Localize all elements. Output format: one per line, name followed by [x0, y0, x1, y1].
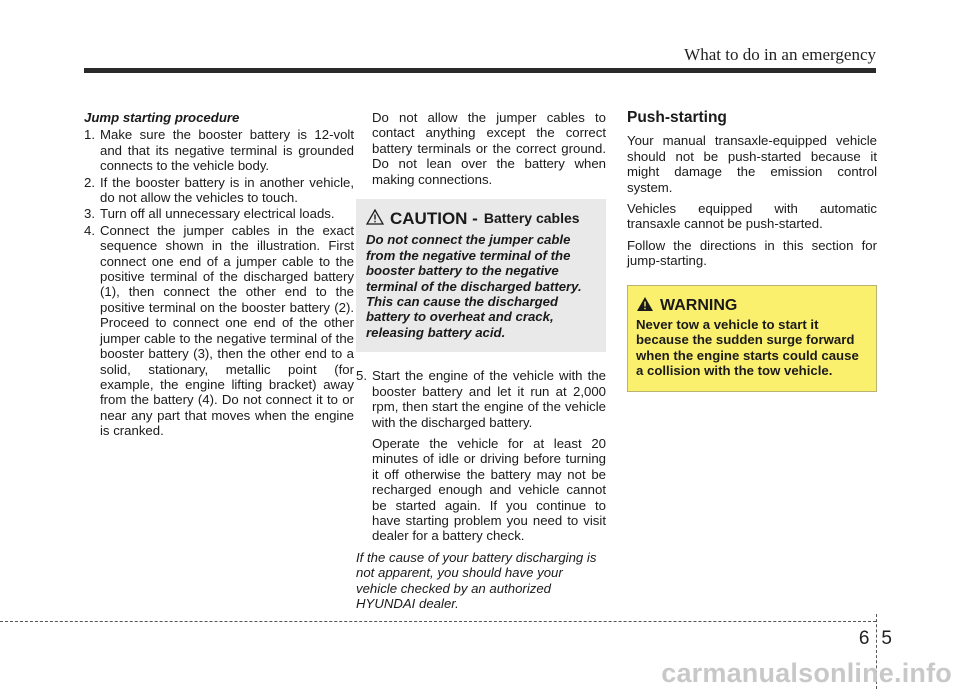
- step-number: 5.: [356, 368, 367, 384]
- step-5: [356, 368, 606, 430]
- warning-triangle-outline-icon: [366, 209, 384, 228]
- step-3: [84, 206, 354, 221]
- push-start-paragraph-3: Follow the directions in this section for jump-starting.: [627, 237, 877, 269]
- warning-header: [636, 296, 868, 315]
- chapter-number: 6: [858, 628, 870, 649]
- step-text: Connect the jumper cables in the exact sequence shown in the illustration. First connect one end of a jumper cable to the positive terminal of the discharged battery (1), then connect the other end to the positive terminal on the booster battery (2). Proceed to connect one end of the other jumper cable to the negative terminal of the booster battery (3), then the other end to a solid, stationary, metallic point (for example, the engine lifting bracket) away from the battery (4). Do not connect it to or near any part that moves when the engine is cranked.: [100, 222, 354, 439]
- step-text: Turn off all unnecessary electrical loads.: [100, 206, 335, 222]
- warning-label: WARNING: [660, 296, 738, 314]
- watermark: carmanualsonline.info: [661, 658, 952, 688]
- step-number: 3.: [84, 206, 95, 222]
- step-text: Start the engine of the vehicle with the booster battery and let it run at 2,000 rpm, then start the engine of the vehicle with the discharged battery.: [372, 368, 606, 430]
- caution-text: Do not connect the jumper cable from the negative terminal of the booster battery to the negative terminal of the discharged battery. This can cause the discharged battery to overheat and crack, releasing battery acid.: [366, 232, 582, 340]
- warning-triangle-filled-icon: [636, 296, 654, 315]
- step-2: [84, 175, 354, 206]
- page-number-value: 5: [881, 628, 892, 649]
- dealer-note: If the cause of your battery discharging is not apparent, you should have your vehicle checked by an authorized HYUNDAI dealer.: [356, 549, 597, 611]
- header-title: What to do in an emergency: [684, 45, 876, 64]
- step-1: [84, 127, 354, 173]
- step-4-continuation: Do not allow the jumper cables to contact anything except the correct battery terminals or the correct ground. Do not lean over the battery when making connections.: [372, 110, 606, 187]
- warning-box: [627, 285, 877, 392]
- caution-sublabel: Battery cables: [483, 210, 580, 227]
- step-number: 4.: [84, 222, 95, 238]
- column-2: [356, 110, 606, 611]
- jump-start-steps: [84, 127, 354, 438]
- caution-header: [366, 209, 596, 228]
- step-text: If the booster battery is in another vehicle, do not allow the vehicles to touch.: [100, 174, 354, 206]
- push-start-title: Push-starting: [627, 109, 727, 126]
- page-number: [859, 628, 892, 650]
- jump-start-steps-continued: [356, 368, 606, 430]
- push-start-paragraph-1: Your manual transaxle-equipped vehicle should not be push-started because it might damage the emission control system.: [627, 133, 877, 195]
- step-text: Make sure the booster battery is 12-volt and that its negative terminal is grounded connects to the vehicle body.: [100, 127, 354, 174]
- header-rule: [84, 68, 876, 73]
- caution-label: CAUTION -: [390, 209, 478, 229]
- step-5-subparagraph: Operate the vehicle for at least 20 minutes of idle or driving before turning it off otherwise the battery may not be recharged enough and vehicle cannot be started again. If you continue to have starting problem you need to visit dealer for a battery check.: [372, 435, 606, 544]
- column-3: [627, 110, 877, 392]
- jump-start-title: Jump starting procedure: [84, 110, 240, 125]
- push-start-paragraph-2: Vehicles equipped with automatic transaxle cannot be push-started.: [627, 201, 877, 232]
- column-1: [84, 110, 354, 440]
- step-number: 2.: [84, 174, 95, 190]
- step-4: [84, 223, 354, 439]
- footer-rule: [0, 621, 876, 622]
- step-number: 1.: [84, 127, 95, 143]
- warning-text: Never tow a vehicle to start it because the sudden surge forward when the engine starts could cause a collision with the tow vehicle.: [636, 317, 859, 379]
- caution-box: [356, 199, 606, 352]
